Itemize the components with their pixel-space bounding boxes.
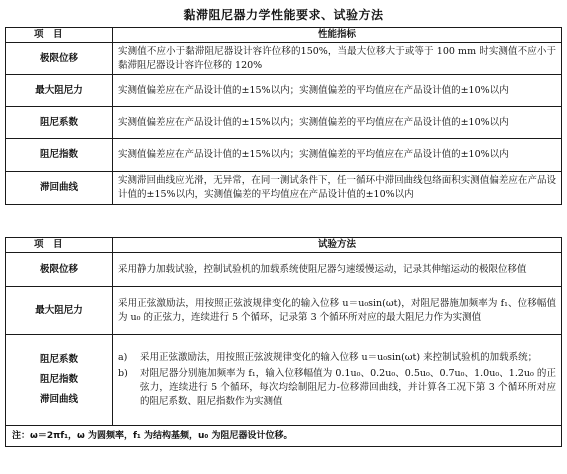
table-row [6, 335, 562, 426]
table-row [6, 43, 562, 75]
step-b [118, 367, 556, 410]
row-text: 实测值不应小于黏滞阻尼器设计容许位移的150%，当最大位移大于或等于 100 mm 时实测值不应小于黏滞阻尼器设计容许位移的 120% [113, 43, 562, 75]
row-item: 滞回曲线 [6, 172, 113, 205]
table-note-row [6, 426, 562, 447]
header-performance: 性能指标 [113, 28, 562, 43]
table-row [6, 253, 562, 287]
row-item: 阻尼系数 [6, 107, 113, 139]
row-item: 阻尼指数 [6, 139, 113, 172]
row-text: 实测值偏差应在产品设计值的±15%以内；实测值偏差的平均值应在产品设计值的±10%以内 [113, 107, 562, 139]
header-item: 项 目 [6, 238, 113, 253]
table-header-row [6, 28, 562, 43]
step-text: 采用正弦激励法，用按照正弦波规律变化的输入位移 u＝u₀sin(ωt) 来控制试验机的加载系统； [140, 352, 538, 364]
table-row [6, 287, 562, 335]
row-text: 采用正弦激励法，用按照正弦波规律变化的输入位移 u＝u₀sin(ωt)，对阻尼器施加频率为 f₁、位移幅值为 u₀ 的正弦力，连续进行 5 个循环，记录第 3 个循环所对应的最大阻尼力作为实测值 [113, 287, 562, 335]
step-label: b) [118, 367, 128, 379]
step-text: 对阻尼器分别施加频率为 f₁，输入位移幅值为 0.1u₀、0.2u₀、0.5u₀、0.7u₀、1.0u₀、1.2u₀ 的正弦力，连续进行 5 个循环，每次均绘制阻尼力-位移滞回曲线，并计算各工况下第 3 个循环所对应的阻尼系数、阻尼指数作为实测值 [140, 367, 556, 407]
table-header-row [6, 238, 562, 253]
row-item: 最大阻尼力 [6, 287, 113, 335]
row-text: 采用静力加载试验，控制试验机的加载系统使阻尼器匀速缓慢运动，记录其伸缩运动的极限位移值 [113, 253, 562, 287]
test-methods-table [5, 237, 562, 447]
table-note: 注：ω＝2πf₁，ω 为圆频率，f₁ 为结构基频，u₀ 为阻尼器设计位移。 [6, 426, 562, 447]
table-row [6, 107, 562, 139]
row-item: 阻尼指数 [39, 374, 78, 386]
row-item: 极限位移 [6, 253, 113, 287]
row-item: 最大阻尼力 [6, 75, 113, 107]
row-item-group [6, 335, 113, 426]
row-item: 阻尼系数 [39, 353, 78, 365]
performance-requirements-table [5, 27, 562, 205]
table-row [6, 172, 562, 205]
step-label: a) [118, 352, 128, 364]
header-item: 项 目 [6, 28, 113, 43]
row-steps [113, 335, 562, 426]
step-a [118, 351, 556, 365]
row-text: 实测值偏差应在产品设计值的±15%以内；实测值偏差的平均值应在产品设计值的±10%以内 [113, 139, 562, 172]
row-text: 实测值偏差应在产品设计值的±15%以内；实测值偏差的平均值应在产品设计值的±10%以内 [113, 75, 562, 107]
row-item: 滞回曲线 [39, 394, 78, 406]
table-row [6, 75, 562, 107]
header-test-method: 试验方法 [113, 238, 562, 253]
row-text: 实测滞回曲线应光滑，无异常，在同一测试条件下，任一循环中滞回曲线包络面积实测值偏差应在产品设计值的±15%以内，实测值偏差的平均值应在产品设计值的±10%以内 [113, 172, 562, 205]
page-title: 黏滞阻尼器力学性能要求、试验方法 [183, 8, 384, 22]
row-item: 极限位移 [6, 43, 113, 75]
table-row [6, 139, 562, 172]
